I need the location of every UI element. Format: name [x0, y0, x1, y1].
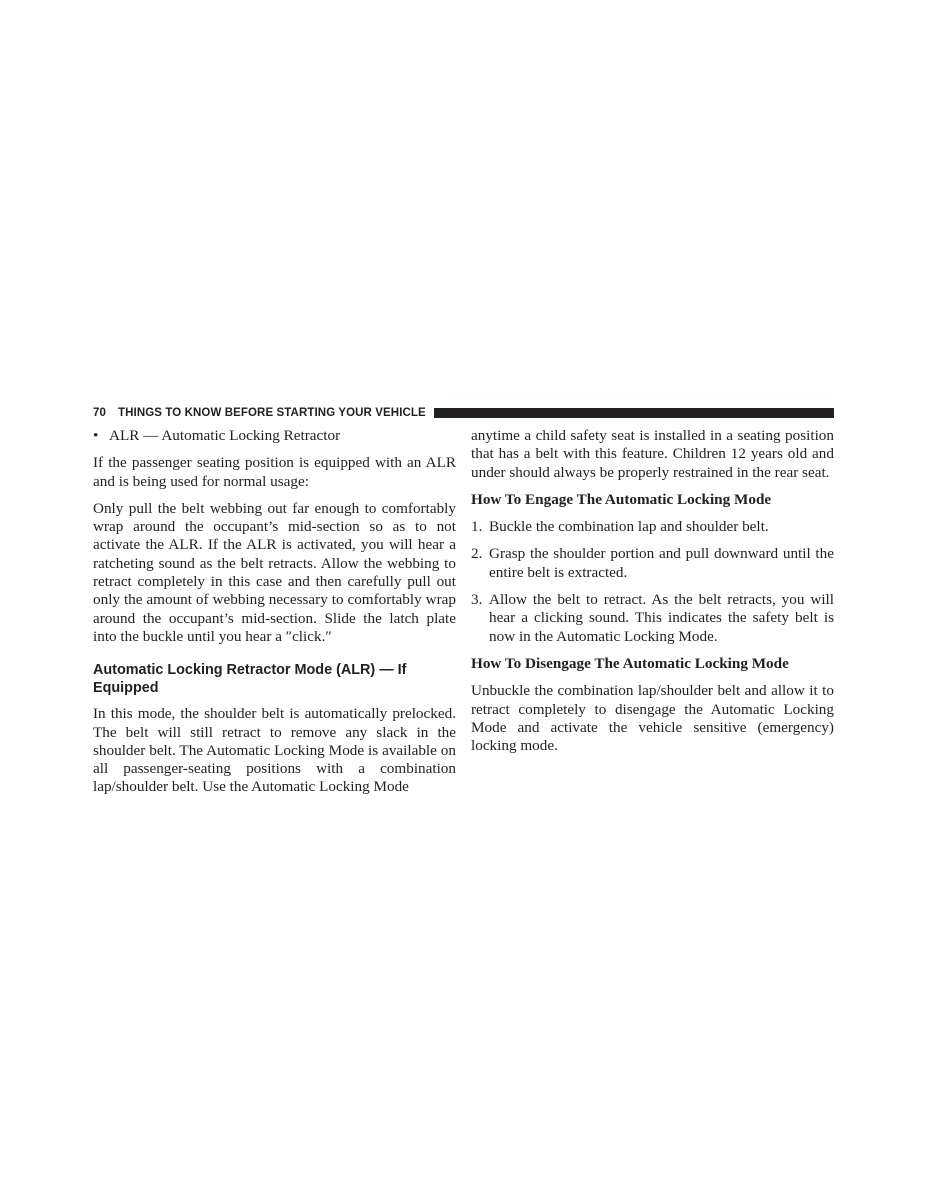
list-item	[471, 591, 834, 646]
list-item	[471, 518, 834, 536]
step-text: Grasp the shoulder portion and pull downward until the entire belt is extracted.	[489, 545, 834, 581]
heading-alr-mode: Automatic Locking Retractor Mode (ALR) — If Equipped	[93, 662, 407, 697]
left-column	[93, 427, 456, 806]
bullet-text: ALR — Automatic Locking Retractor	[109, 427, 341, 444]
step-number: 2.	[471, 545, 483, 563]
header-rule	[434, 408, 834, 418]
bullet-mark: •	[93, 427, 99, 444]
section-title: THINGS TO KNOW BEFORE STARTING YOUR VEHICLE	[118, 407, 426, 419]
paragraph-disengage: Unbuckle the combination lap/shoulder belt and allow it to retract completely to disengage the Automatic Locking Mode and activate the vehicle sensitive (emergency) locking mode.	[471, 682, 834, 755]
engage-steps-list	[471, 518, 834, 646]
step-number: 3.	[471, 591, 483, 609]
page-number: 70	[93, 407, 106, 419]
bullet-item	[93, 427, 456, 445]
step-text: Buckle the combination lap and shoulder belt.	[489, 518, 769, 536]
step-number: 1.	[471, 518, 483, 536]
list-item	[471, 545, 834, 582]
right-column	[471, 427, 834, 764]
paragraph-child-seat: anytime a child safety seat is installed in a seating position that has a belt with this feature. Children 12 years old and under should always be properly restrained in the rear seat.	[471, 427, 834, 481]
page-header	[93, 405, 834, 421]
heading-disengage: How To Disengage The Automatic Locking Mode	[471, 654, 789, 672]
heading-engage: How To Engage The Automatic Locking Mode	[471, 490, 772, 508]
paragraph-passenger-alr: If the passenger seating position is equipped with an ALR and is being used for normal usage:	[93, 454, 456, 490]
paragraph-belt-webbing: Only pull the belt webbing out far enough to comfortably wrap around the occupant’s mid-section so as to not activate the ALR. If the ALR is activated, you will hear a ratcheting sound as the belt retracts. Allow the webbing to retract completely in this case and then carefully pull out only the amount of webbing necessary to comfortably wrap around the occupant’s mid-section. Slide the latch plate into the buckle until you hear a ″click.″	[93, 499, 456, 645]
step-text: Allow the belt to retract. As the belt retracts, you will hear a clicking sound. This indicates the safety belt is now in the Automatic Locking Mode.	[489, 591, 834, 645]
paragraph-alr-mode: In this mode, the shoulder belt is automatically prelocked. The belt will still retract to remove any slack in the shoulder belt. The Automatic Locking Mode is available on all passenger-seating positions with a combination lap/shoulder belt. Use the Automatic Locking Mode	[93, 705, 456, 796]
